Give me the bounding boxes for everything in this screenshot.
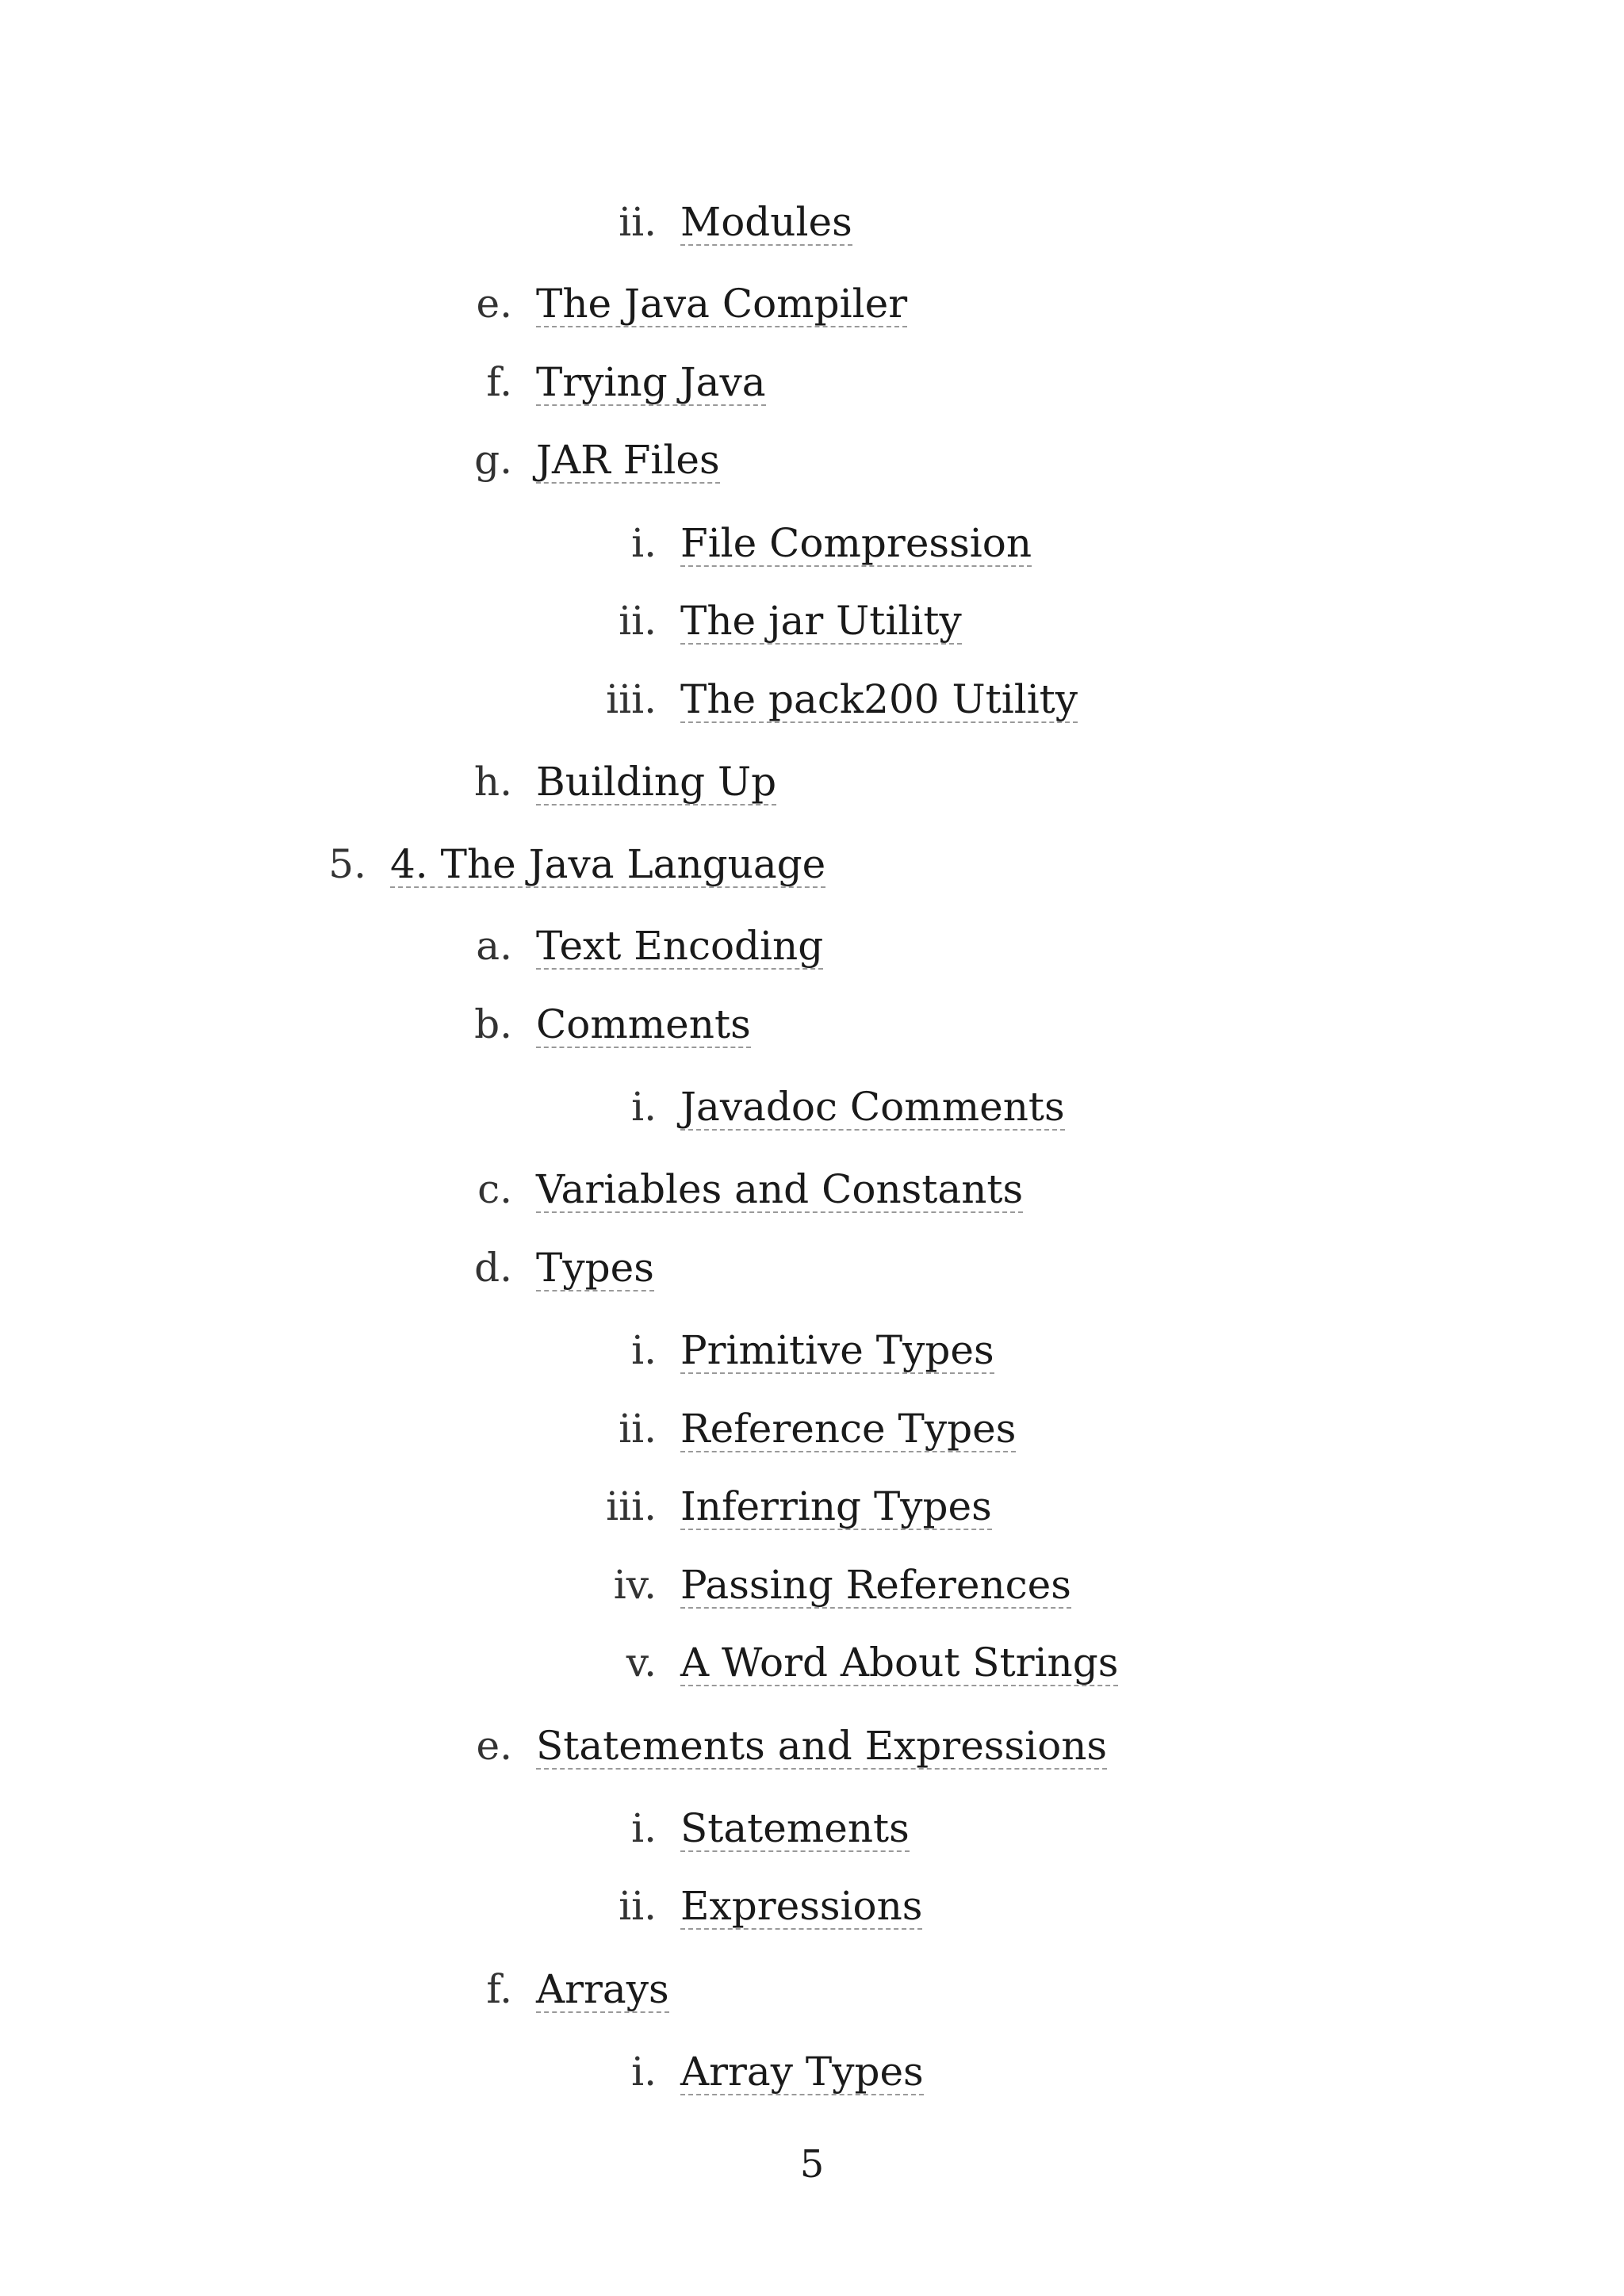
toc-entry-link[interactable]: The pack200 Utility [680, 676, 1078, 722]
toc-entry-link[interactable]: Text Encoding [536, 923, 824, 969]
toc-entry-marker: iv. [613, 1562, 657, 1608]
toc-entry-link[interactable]: Building Up [536, 759, 777, 805]
toc-entry-link[interactable]: Trying Java [536, 359, 766, 405]
toc-entry-marker: ii. [619, 199, 657, 245]
toc-entry-link[interactable]: Statements [680, 1805, 910, 1851]
toc-entry-link[interactable]: Expressions [680, 1883, 923, 1929]
toc-entry-link[interactable]: Passing References [680, 1562, 1071, 1608]
toc-entry [486, 1965, 669, 2013]
toc-entry [619, 1405, 1017, 1452]
toc-entry-marker: iii. [606, 1483, 657, 1529]
toc-entry [328, 840, 826, 888]
toc-entry-marker: i. [631, 520, 657, 566]
toc-entry-marker: iii. [606, 676, 657, 722]
toc-entry-marker: c. [477, 1166, 512, 1212]
toc-entry [606, 675, 1078, 723]
toc-entry-marker: ii. [619, 598, 657, 644]
toc-entry [631, 1804, 910, 1852]
toc-entry-link[interactable]: A Word About Strings [680, 1640, 1119, 1686]
toc-entry [613, 1561, 1071, 1609]
toc-entry [631, 2048, 924, 2095]
toc-entry [619, 198, 852, 246]
toc-entry [474, 1244, 654, 1292]
toc-entry-link[interactable]: Javadoc Comments [680, 1084, 1065, 1130]
page-number: 5 [799, 2142, 825, 2187]
toc-entry [476, 1722, 1108, 1770]
toc-entry-marker: i. [631, 1805, 657, 1851]
toc-entry-marker: e. [476, 1723, 512, 1769]
toc-entry [476, 280, 908, 327]
toc-entry-link[interactable]: Variables and Constants [536, 1166, 1024, 1212]
toc-entry-link[interactable]: JAR Files [536, 437, 720, 483]
toc-entry-marker: f. [486, 1966, 512, 2012]
toc-entry-link[interactable]: The jar Utility [680, 598, 962, 644]
toc-entry-marker: g. [474, 437, 512, 483]
toc-entry-link[interactable]: Types [536, 1245, 654, 1291]
toc-entry [477, 1165, 1024, 1213]
toc-entry-link[interactable]: Inferring Types [680, 1483, 992, 1529]
toc-entry-marker: ii. [619, 1406, 657, 1452]
toc-entry-marker: i. [631, 2049, 657, 2095]
toc-entry [619, 597, 962, 645]
toc-entry-marker: ii. [619, 1883, 657, 1929]
toc-entry [631, 1326, 994, 1374]
toc-entry-link[interactable]: The Java Compiler [536, 281, 908, 327]
toc-entry-link[interactable]: Reference Types [680, 1406, 1017, 1452]
toc-entry [473, 758, 777, 806]
toc-entry-marker: a. [476, 923, 512, 969]
toc-entry [474, 1001, 751, 1048]
toc-entry-link[interactable]: Modules [680, 199, 852, 245]
toc-entry [626, 1639, 1119, 1686]
toc-entry-link[interactable]: Primitive Types [680, 1327, 994, 1373]
toc-entry-link[interactable]: File Compression [680, 520, 1032, 566]
toc-entry-link[interactable]: Array Types [680, 2049, 924, 2095]
toc-entry [631, 519, 1032, 567]
toc-entry [606, 1483, 992, 1530]
toc-entry-marker: e. [476, 281, 512, 327]
toc-entry [631, 1083, 1065, 1131]
toc-entry [619, 1882, 923, 1930]
toc-entry-marker: f. [486, 359, 512, 405]
toc-entry-marker: 5. [328, 841, 366, 887]
toc-entry-marker: i. [631, 1327, 657, 1373]
toc-entry-link[interactable]: Comments [536, 1001, 751, 1047]
toc-entry-link[interactable]: Arrays [536, 1966, 669, 2012]
toc-entry-link[interactable]: 4. The Java Language [390, 841, 826, 887]
toc-entry [476, 922, 824, 970]
toc-entry-marker: h. [473, 759, 512, 805]
toc-entry [474, 436, 720, 484]
toc-entry [486, 358, 766, 406]
toc-entry-link[interactable]: Statements and Expressions [536, 1723, 1108, 1769]
toc-entry-marker: b. [474, 1001, 512, 1047]
toc-entry-marker: d. [474, 1245, 512, 1291]
toc-entry-marker: i. [631, 1084, 657, 1130]
toc-entry-marker: v. [626, 1640, 657, 1686]
